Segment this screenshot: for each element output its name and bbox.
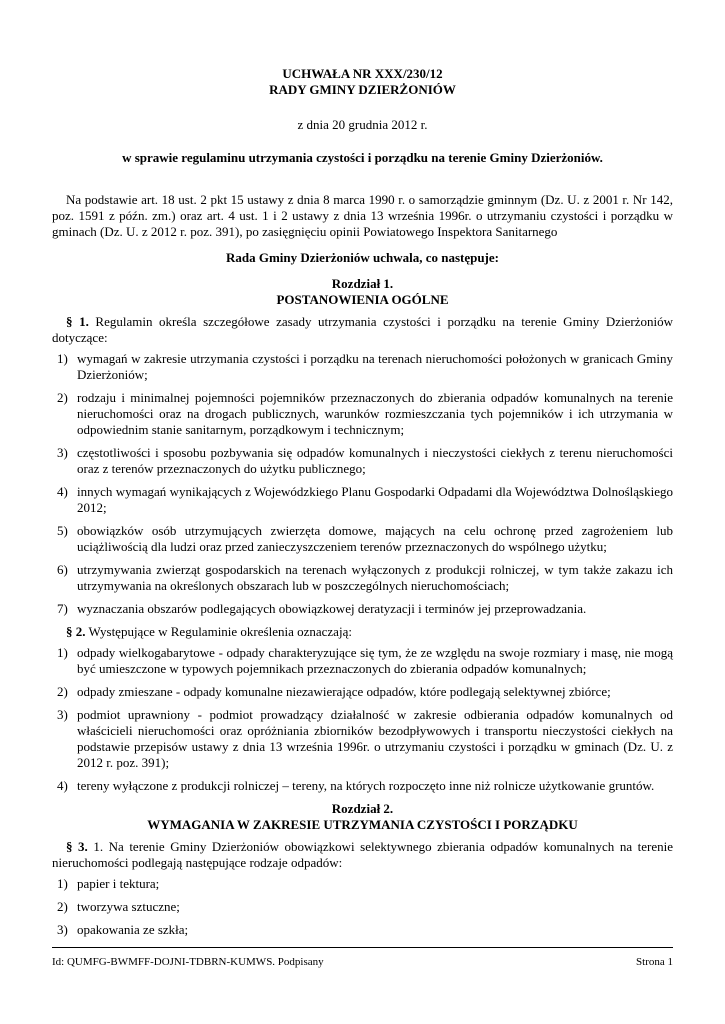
resolution-date: z dnia 20 grudnia 2012 r. (297, 117, 428, 132)
definition-item (52, 645, 673, 677)
list-item-number: 5) (57, 523, 68, 538)
list-item-text: utrzymywania zwierząt gospodarskich na terenach wyłączonych z produkcji rolniczej, w tym także zakazu ich utrzymywania na określonych obszarach lub w poszczególnych nieruchomościach; (77, 562, 673, 593)
list-item (52, 484, 673, 516)
list-item-number: 4) (57, 484, 68, 499)
resolution-number: UCHWAŁA NR XXX/230/12 (282, 66, 443, 81)
list-item-text: odpady zmieszane - odpady komunalne niezawierające odpadów, które podlegają selektywnej zbiórce; (77, 684, 611, 699)
paragraph-1-text: Regulamin określa szczegółowe zasady utrzymania czystości i porządku na terenie Gminy Dzierżoniów dotyczące: (52, 314, 674, 345)
list-item-text: tereny wyłączone z produkcji rolniczej – tereny, na których rozpoczęto inne niż rolnicze użytkowanie gruntów. (77, 778, 655, 793)
list-item (52, 390, 673, 438)
list-item-number: 6) (57, 562, 68, 577)
list-item (52, 523, 673, 555)
list-item-number: 1) (57, 351, 68, 366)
paragraph-3-text: 1. Na terenie Gminy Dzierżoniów obowiązkowi selektywnego zbierania odpadów komunalnych na terenie nieruchomości podlegają następujące rodzaje odpadów: (52, 839, 674, 870)
list-item-number: 4) (57, 778, 68, 793)
list-item-number: 1) (57, 876, 68, 891)
page-number: Strona 1 (636, 956, 673, 968)
chapter-1-label: Rozdział 1. (331, 276, 394, 291)
list-item (52, 562, 673, 594)
paragraph-3-mark: § 3. (66, 839, 88, 854)
list-item (52, 601, 673, 617)
list-item-number: 3) (57, 707, 68, 722)
list-item-text: odpady wielkogabarytowe - odpady charakteryzujące się tym, że ze względu na swoje rozmiary i masę, nie mogą być umieszczone w typowych pojemnikach przeznaczonych do zbierania odpadów komunalnych; (77, 645, 673, 676)
chapter-1-title: POSTANOWIENIA OGÓLNE (276, 292, 449, 307)
definition-item (52, 707, 673, 771)
list-item-text: wymagań w zakresie utrzymania czystości i porządku na terenach nieruchomości położonych w granicach Gminy Dzierżoniów; (77, 351, 673, 382)
waste-type-item (52, 922, 673, 938)
resolves-line: Rada Gminy Dzierżoniów uchwala, co następuje: (226, 250, 499, 265)
list-item-text: obowiązków osób utrzymujących zwierzęta domowe, mających na celu ochronę przed zagrożeniem lub uciążliwością dla ludzi oraz przed zanieczyszczeniem terenów przeznaczonych do wspólnego użytku; (77, 523, 673, 554)
list-item (52, 445, 673, 477)
list-item (52, 351, 673, 383)
list-item-text: rodzaju i minimalnej pojemności pojemników przeznaczonych do zbierania odpadów komunalnych na terenie nieruchomości oraz na drogach publicznych, warunków rozmieszczania tych pojemników i ich utrzymania w odpowiednim stanie sanitarnym, porządkowym i technicznym; (77, 390, 673, 437)
resolution-subject: w sprawie regulaminu utrzymania czystości i porządku na terenie Gminy Dzierżoniów. (122, 150, 603, 165)
chapter-2-label: Rozdział 2. (331, 801, 394, 816)
list-item-text: opakowania ze szkła; (77, 922, 189, 937)
paragraph-2 (52, 624, 673, 640)
definition-item (52, 684, 673, 700)
list-item-text: częstotliwości i sposobu pozbywania się odpadów komunalnych i nieczystości ciekłych z terenu nieruchomości oraz z terenów przeznaczonych do użytku publicznego; (77, 445, 673, 476)
paragraph-1-mark: § 1. (66, 314, 89, 329)
council-name: RADY GMINY DZIERŻONIÓW (269, 82, 456, 97)
paragraph-1 (52, 314, 673, 346)
list-item-text: tworzywa sztuczne; (77, 899, 180, 914)
document-id: Id: QUMFG-BWMFF-DOJNI-TDBRN-KUMWS. Podpisany (52, 956, 324, 968)
waste-type-item (52, 876, 673, 892)
list-item-number: 3) (57, 922, 68, 937)
list-item-number: 2) (57, 684, 68, 699)
list-item-number: 2) (57, 390, 68, 405)
list-item-text: innych wymagań wynikających z Wojewódzkiego Planu Gospodarki Odpadami dla Województwa Dolnośląskiego 2012; (77, 484, 673, 515)
chapter-2-title: WYMAGANIA W ZAKRESIE UTRZYMANIA CZYSTOŚCI I PORZĄDKU (147, 817, 578, 832)
definition-item (52, 778, 673, 794)
list-item-text: wyznaczania obszarów podlegających obowiązkowej deratyzacji i terminów jej przeprowadzania. (77, 601, 587, 616)
list-item-number: 1) (57, 645, 68, 660)
list-item-text: papier i tektura; (77, 876, 160, 891)
preamble: Na podstawie art. 18 ust. 2 pkt 15 ustawy z dnia 8 marca 1990 r. o samorządzie gminnym (Dz. U. z 2001 r. Nr 142, poz. 1591 z późn. zm.) oraz art. 4 ust. 1 i 2 ustawy z dnia 13 września 1996r. o utrzymaniu czystości i porządku w gminach (Dz. U. z 2012 r. poz. 391), po zasięgnięciu opinii Powiatowego Inspektora Sanitarnego (52, 192, 673, 239)
paragraph-2-text: Występujące w Regulaminie określenia oznaczają: (85, 624, 352, 639)
list-item-number: 3) (57, 445, 68, 460)
paragraph-2-mark: § 2. (66, 624, 86, 639)
list-item-number: 7) (57, 601, 68, 616)
document-body (52, 192, 673, 945)
footer-divider (52, 947, 673, 948)
list-item-text: podmiot uprawniony - podmiot prowadzący działalność w zakresie odbierania odpadów komunalnych od właścicieli nieruchomości oraz opróżniania zbiorników bezodpływowych i transportu nieczystości ciekłych na podstawie przepisów ustawy z dnia 13 września 1996r. o utrzymaniu czystości i porządku w gminach (Dz. U. z 2012 r. poz. 391); (77, 707, 673, 770)
list-item-number: 2) (57, 899, 68, 914)
paragraph-3 (52, 839, 673, 871)
waste-type-item (52, 899, 673, 915)
